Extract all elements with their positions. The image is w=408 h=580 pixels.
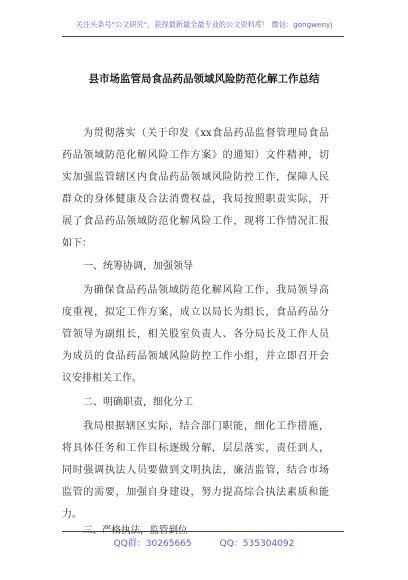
body-line: 度重视，拟定工作方案，成立以局长为组长，食品药品分 [62,307,329,318]
body-line: 将具体任务和工作目标逐级分解，层层落实，责任到人， [62,443,329,454]
body-line: 药品领域防范化解风险工作方案》的通知）文件精神，切 [62,150,329,161]
footer-qq-group: QQ群：30265665 [113,539,192,549]
header-banner: 关注头条号"公文研究"，获得最新最全最专业的公文资料库！ 微信：gongwenyj [75,20,333,29]
body-line: 管领导为副组长，相关股室负责人、各分局长及工作人员 [62,329,329,340]
body-line: 同时强调执法人员要做到文明执法，廉洁监管，结合市场 [62,465,329,476]
body-line: 如下： [62,238,92,249]
footer-divider [62,531,344,532]
body-line: 为贯彻落实（关于印发《xx食品药品监督管理局食品 [83,128,329,139]
footer-contact [0,536,408,549]
section-heading: 一、统筹协调，加强领导 [83,261,193,272]
section-heading: 二、明确职责，细化分工 [83,397,193,408]
body-line: 力。 [62,509,82,520]
body-line: 议安排相关工作。 [62,373,142,384]
body-line: 为确保食品药品领域防范化解风险工作，我局领导高 [83,285,329,296]
footer-qq-number: QQ：535304092 [219,539,295,549]
section-heading: 三、严格执法，监管到位 [83,525,188,536]
body-line: 群众的身体健康及合法消费权益，我局按照职责实际，开 [62,194,329,205]
body-line: 监管的需要，加强自身建设，努力提高综合执法素质和能 [62,487,329,498]
document-title: 县市场监管局食品药品领域风险防范化解工作总结 [88,73,320,85]
body-line: 为成员的食品药品领域风险防控工作小组，并立即召开会 [62,351,329,362]
body-line: 实加强监管辖区内食品药品领域风险防控工作，保障人民 [62,172,329,183]
body-line: 我局根据辖区实际，结合部门职能，细化工作措施， [83,421,329,432]
body-line: 展了食品药品领域防范化解风险工作，现将工作情况汇报 [62,216,329,227]
header-divider [62,36,344,37]
